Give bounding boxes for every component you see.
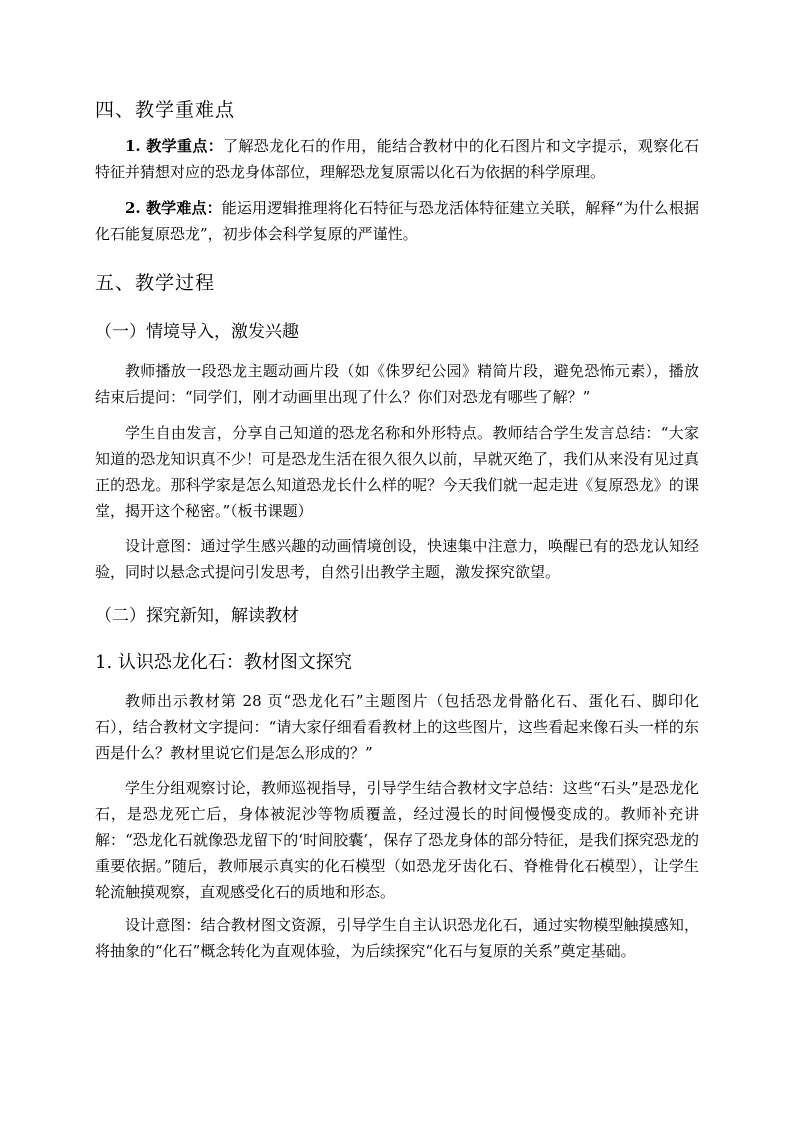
label-teaching-focus: 1. 教学重点： [125,137,224,155]
paragraph-intro-discussion: 学生自由发言，分享自己知道的恐龙名称和外形特点。教师结合学生发言总结：“大家知道的恐龙知识真不少！可是恐龙生活在很久很久以前，早就灭绝了，我们从来没有见过真正的恐龙。那科学家是怎么知道恐龙长什么样的呢？今天我们就一起走进《复原恐龙》的课堂，揭开这个秘密。”（板书课题） [95,424,699,520]
subsection-heading-exploration: （二）探究新知，解读教材 [95,606,299,626]
paragraph-teaching-focus [95,133,699,185]
section-heading-teaching-process: 五、教学过程 [95,272,216,294]
paragraph-fossil-design-intent: 设计意图：结合教材图文资源，引导学生自主认识恐龙化石，通过实物模型触摸感知，将抽象的“化石”概念转化为直观体验，为后续探究“化石与复原的关系”奠定基础。 [95,916,699,960]
paragraph-intro-design-intent: 设计意图：通过学生感兴趣的动画情境创设，快速集中注意力，唤醒已有的恐龙认知经验，同时以悬念式提问引发思考，自然引出教学主题，激发探究欲望。 [95,537,699,581]
paragraph-fossil-discussion: 学生分组观察讨论，教师巡视指导，引导学生结合教材文字总结：这些“石头”是恐龙化石，是恐龙死亡后，身体被泥沙等物质覆盖，经过漫长的时间慢慢变成的。教师补充讲解：“恐龙化石就像恐龙留下的‘时间胶囊’，保存了恐龙身体的部分特征，是我们探究恐龙的重要依据。”随后，教师展示真实的化石模型（如恐龙牙齿化石、脊椎骨化石模型），让学生轮流触摸观察，直观感受化石的质地和形态。 [95,779,699,901]
paragraph-fossil-images: 教师出示教材第 28 页“恐龙化石”主题图片（包括恐龙骨骼化石、蛋化石、脚印化石），结合教材文字提问：“请大家仔细看看教材上的这些图片，这些看起来像石头一样的东西是什么？教材里说它们是怎么形成的？” [95,692,699,762]
subsection-heading-introduction: （一）情境导入，激发兴趣 [95,322,299,342]
text-teaching-focus: 了解恐龙化石的作用，能结合教材中的化石图片和文字提示，观察化石特征并猜想对应的恐龙身体部位，理解恐龙复原需以化石为依据的科学原理。 [95,137,699,181]
section-heading-key-points: 四、教学重难点 [95,99,236,121]
paragraph-intro-video: 教师播放一段恐龙主题动画片段（如《侏罗纪公园》精简片段，避免恐怖元素），播放结束后提问：“同学们，刚才动画里出现了什么？你们对恐龙有哪些了解？” [95,362,699,406]
topic-heading-fossils: 1. 认识恐龙化石：教材图文探究 [95,652,352,673]
paragraph-teaching-difficulty [95,195,699,247]
label-teaching-difficulty: 2. 教学难点： [125,199,222,217]
text-teaching-difficulty: 能运用逻辑推理将化石特征与恐龙活体特征建立关联，解释“为什么根据化石能复原恐龙”，初步体会科学复原的严谨性。 [95,199,699,243]
